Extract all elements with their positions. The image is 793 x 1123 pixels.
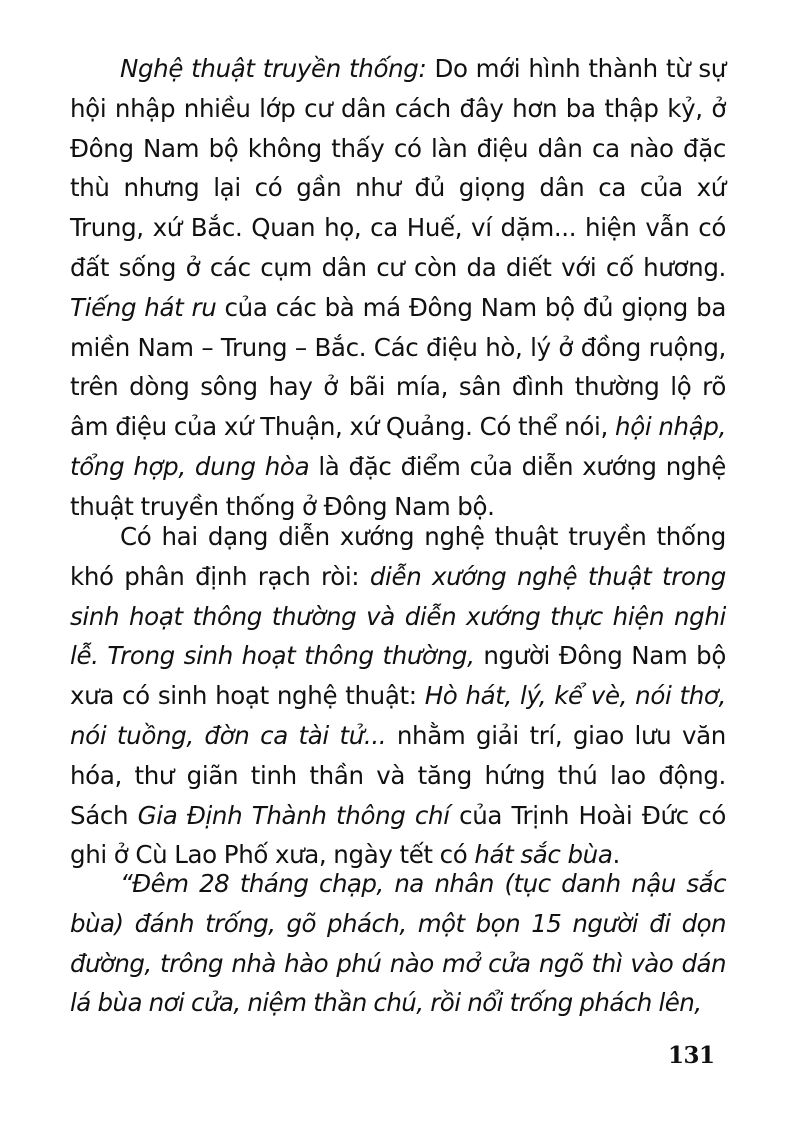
paragraph-text: người Đông Nam bộ xưa có sinh hoạt nghệ thuật: [70,641,727,711]
section-lead-heading: Nghệ thuật truyền thống: [120,54,427,83]
paragraph-text: của Trịnh Hoài Đức có ghi ở Cù Lao Phố xưa, ngày tết có [70,800,726,870]
page-number: 131 [668,1042,715,1069]
paragraph-text: Do mới hình thành từ sự hội nhập nhiều lớp cư dân cách đây hơn ba thập kỷ, ở Đông Nam bộ không thấy có làn điệu dân ca nào đặc thù nhưng lại có gần như đủ giọng dân ca của xứ Trung, xứ Bắc. Quan họ, ca Huế, ví dặm... hiện vẫn có đất sống ở các cụm dân cư còn da diết với cố hương. [70,54,726,282]
emphasis-lullaby: Tiếng hát ru [70,292,217,322]
paragraph-text: . [612,840,620,870]
emphasis-hat-sac-bua: hát sắc bùa [474,840,613,870]
paragraph-performance-forms [70,517,726,875]
block-quote [70,864,726,1023]
paragraph-text: Có hai dạng diễn xướng nghệ thuật truyền thống khó phân định rạch ròi: [70,522,726,591]
paragraph-text: của các bà má Đông Nam bộ đủ giọng ba miền Nam – Trung – Bắc. Các điệu hò, lý ở đồng ruộng, trên dòng sông hay ở bãi mía, sân đình thường lộ rõ âm điệu của xứ Thuận, xứ Quảng. Có thể nói, [70,292,726,442]
quote-text: “Đêm 28 tháng chạp, na nhân (tục danh nậu sắc bùa) đánh trống, gõ phách, một bọn 15 người đi dọn đường, trông nhà hào phú nào mở cửa ngõ thì vào dán lá bùa nơi cửa, niệm thần chú, rồi nổi trống phách lên, [70,869,726,1018]
emphasis-two-forms: diễn xướng nghệ thuật trong sinh hoạt thông thường và diễn xướng thực hiện nghi lễ. Trong sinh hoạt thông thường, [70,561,726,671]
paragraph-text: nhằm giải trí, giao lưu văn hóa, thư giãn tinh thần và tăng hứng thú lao động. Sách [70,720,726,830]
paragraph-text: là đặc điểm của diễn xướng nghệ thuật truyền thống ở Đông Nam bộ. [70,451,726,521]
emphasis-art-activities: Hò hát, lý, kể vè, nói thơ, nói tuồng, đờn ca tài tử... [70,681,726,750]
emphasis-integration: hội nhập, tổng hợp, dung hòa [70,412,727,481]
paragraph-traditional-art [70,49,726,527]
emphasis-book-title: Gia Định Thành thông chí [137,800,450,830]
